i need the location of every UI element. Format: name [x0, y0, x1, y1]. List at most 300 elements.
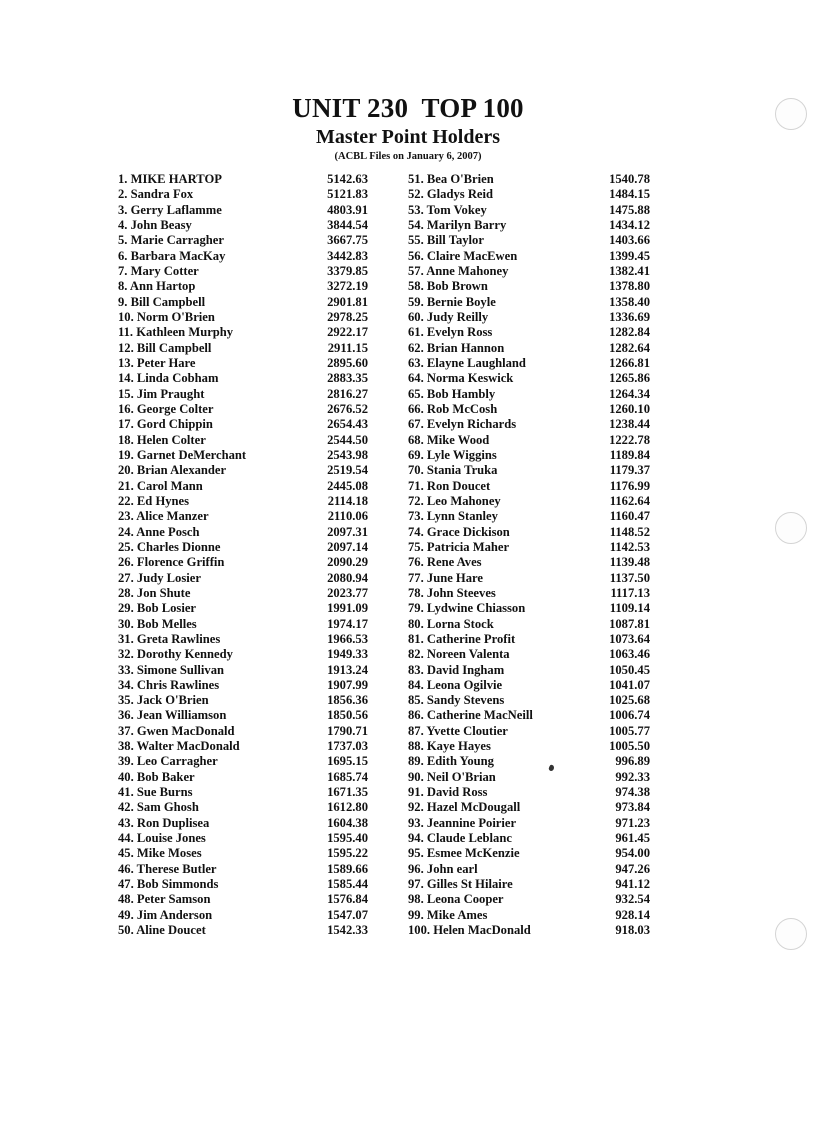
list-item [118, 632, 368, 647]
player-name: 18. Helen Colter [118, 432, 206, 447]
master-points: 1949.33 [327, 647, 368, 662]
player-name: 91. David Ross [408, 785, 488, 800]
master-points: 1137.50 [609, 570, 650, 585]
master-points: 1595.22 [327, 846, 368, 861]
player-name: 17. Gord Chippin [118, 417, 213, 432]
player-name: 74. Grace Dickison [408, 524, 510, 539]
master-points: 5121.83 [327, 187, 368, 202]
master-points: 3379.85 [327, 263, 368, 278]
player-name: 36. Jean Williamson [118, 708, 227, 723]
master-points: 3844.54 [327, 217, 368, 232]
player-name: 5. Marie Carragher [118, 233, 224, 248]
player-name: 46. Therese Butler [118, 861, 217, 876]
list-item [408, 279, 650, 294]
player-name: 59. Bernie Boyle [408, 294, 496, 309]
list-item [408, 739, 650, 754]
master-points: 2097.14 [327, 539, 368, 554]
list-item [118, 754, 368, 769]
master-points: 1685.74 [327, 769, 368, 784]
list-item [118, 739, 368, 754]
list-item [118, 233, 368, 248]
player-name: 14. Linda Cobham [118, 371, 219, 386]
master-points: 1974.17 [327, 616, 368, 631]
list-item [408, 800, 650, 815]
master-points: 1176.99 [609, 478, 650, 493]
player-name: 83. David Ingham [408, 662, 505, 677]
list-item [118, 571, 368, 586]
master-points: 2676.52 [327, 401, 368, 416]
list-item [118, 218, 368, 233]
player-name: 94. Claude Leblanc [408, 831, 512, 846]
master-points: 971.23 [615, 815, 650, 830]
master-points: 1547.07 [327, 907, 368, 922]
player-name: 63. Elayne Laughland [408, 355, 526, 370]
ranking-list-right [408, 172, 650, 938]
list-item [118, 586, 368, 601]
list-item [118, 617, 368, 632]
player-name: 89. Edith Young [408, 754, 494, 769]
list-item [118, 310, 368, 325]
list-item [408, 724, 650, 739]
player-name: 45. Mike Moses [118, 846, 202, 861]
master-points: 1260.10 [609, 401, 650, 416]
master-points: 1540.78 [609, 172, 650, 186]
player-name: 27. Judy Losier [118, 570, 201, 585]
master-points: 3442.83 [327, 248, 368, 263]
player-name: 31. Greta Rawlines [118, 631, 221, 646]
player-name: 42. Sam Ghosh [118, 800, 199, 815]
list-item [118, 693, 368, 708]
master-points: 954.00 [615, 846, 650, 861]
player-name: 68. Mike Wood [408, 432, 490, 447]
player-name: 99. Mike Ames [408, 907, 488, 922]
list-item [118, 509, 368, 524]
list-item [408, 571, 650, 586]
player-name: 64. Norma Keswick [408, 371, 514, 386]
player-name: 93. Jeannine Poirier [408, 815, 517, 830]
player-name: 77. June Hare [408, 570, 483, 585]
list-item [118, 402, 368, 417]
list-item [408, 601, 650, 616]
player-name: 28. Jon Shute [118, 585, 191, 600]
player-name: 37. Gwen MacDonald [118, 723, 235, 738]
master-points: 2544.50 [327, 432, 368, 447]
list-item [408, 402, 650, 417]
master-points: 973.84 [615, 800, 650, 815]
master-points: 2114.18 [327, 493, 368, 508]
master-points: 2978.25 [327, 309, 368, 324]
list-item [118, 325, 368, 340]
player-name: 87. Yvette Cloutier [408, 723, 508, 738]
player-name: 6. Barbara MacKay [118, 248, 226, 263]
player-name: 40. Bob Baker [118, 769, 195, 784]
master-points: 2519.54 [327, 463, 368, 478]
player-name: 26. Florence Griffin [118, 555, 225, 570]
player-name: 66. Rob McCosh [408, 401, 498, 416]
master-points: 992.33 [615, 769, 650, 784]
document-header [0, 92, 816, 164]
player-name: 1. MIKE HARTOP [118, 172, 222, 186]
master-points: 1382.41 [609, 263, 650, 278]
player-name: 53. Tom Vokey [408, 202, 487, 217]
list-item [408, 463, 650, 478]
player-name: 39. Leo Carragher [118, 754, 218, 769]
master-points: 932.54 [615, 892, 650, 907]
player-name: 15. Jim Praught [118, 386, 205, 401]
master-points: 1576.84 [327, 892, 368, 907]
list-item [408, 586, 650, 601]
list-item [408, 908, 650, 923]
list-item [408, 249, 650, 264]
player-name: 75. Patricia Maher [408, 539, 510, 554]
player-name: 47. Bob Simmonds [118, 877, 219, 892]
list-item [118, 663, 368, 678]
list-item [408, 295, 650, 310]
list-item [118, 785, 368, 800]
master-points: 2901.81 [327, 294, 368, 309]
master-points: 961.45 [615, 831, 650, 846]
player-name: 78. John Steeves [408, 585, 496, 600]
master-points: 2023.77 [327, 585, 368, 600]
list-item [118, 371, 368, 386]
master-points: 2895.60 [327, 355, 368, 370]
list-item [118, 433, 368, 448]
list-item [118, 463, 368, 478]
player-name: 16. George Colter [118, 401, 214, 416]
list-item [118, 172, 368, 187]
list-item [408, 387, 650, 402]
list-item [408, 494, 650, 509]
master-points: 1737.03 [327, 739, 368, 754]
master-points: 1073.64 [609, 631, 650, 646]
player-name: 56. Claire MacEwen [408, 248, 518, 263]
list-item [118, 678, 368, 693]
master-points: 1266.81 [609, 355, 650, 370]
punch-hole-middle [775, 512, 807, 544]
list-item [118, 862, 368, 877]
list-item [408, 663, 650, 678]
player-name: 81. Catherine Profit [408, 631, 516, 646]
list-item [408, 923, 650, 938]
player-name: 12. Bill Campbell [118, 340, 212, 355]
player-name: 48. Peter Samson [118, 892, 211, 907]
list-item [118, 540, 368, 555]
list-item [118, 877, 368, 892]
master-points: 1063.46 [609, 647, 650, 662]
list-item [408, 187, 650, 202]
master-points: 1399.45 [609, 248, 650, 263]
master-points: 2097.31 [327, 524, 368, 539]
master-points: 4803.91 [327, 202, 368, 217]
list-item [408, 877, 650, 892]
master-points: 1282.64 [609, 340, 650, 355]
player-name: 67. Evelyn Richards [408, 417, 517, 432]
player-name: 51. Bea O'Brien [408, 172, 494, 186]
list-item [118, 479, 368, 494]
source-note: (ACBL Files on January 6, 2007) [334, 151, 482, 162]
master-points: 928.14 [615, 907, 650, 922]
list-item [118, 279, 368, 294]
master-points: 3667.75 [327, 233, 368, 248]
player-name: 71. Ron Doucet [408, 478, 491, 493]
master-points: 2654.43 [327, 417, 368, 432]
list-item [408, 525, 650, 540]
master-points: 1671.35 [327, 785, 368, 800]
player-name: 92. Hazel McDougall [408, 800, 521, 815]
player-name: 3. Gerry Laflamme [118, 202, 222, 217]
list-item [118, 264, 368, 279]
master-points: 2445.08 [327, 478, 368, 493]
player-name: 97. Gilles St Hilaire [408, 877, 513, 892]
list-item [408, 785, 650, 800]
master-points: 1991.09 [327, 601, 368, 616]
player-name: 62. Brian Hannon [408, 340, 505, 355]
player-name: 8. Ann Hartop [118, 279, 196, 294]
master-points: 1162.64 [609, 493, 650, 508]
list-item [118, 356, 368, 371]
list-item [118, 555, 368, 570]
player-name: 90. Neil O'Brian [408, 769, 496, 784]
list-item [118, 831, 368, 846]
master-points: 2543.98 [327, 447, 368, 462]
master-points: 5142.63 [327, 172, 368, 186]
list-item [118, 601, 368, 616]
list-item [408, 770, 650, 785]
player-name: 70. Stania Truka [408, 463, 498, 478]
player-name: 30. Bob Melles [118, 616, 197, 631]
player-name: 2. Sandra Fox [118, 187, 194, 202]
master-points: 2922.17 [327, 325, 368, 340]
player-name: 58. Bob Brown [408, 279, 488, 294]
master-points: 1695.15 [327, 754, 368, 769]
master-points: 1160.47 [609, 509, 650, 524]
list-item [118, 341, 368, 356]
list-item [118, 923, 368, 938]
list-item [408, 816, 650, 831]
list-item [408, 846, 650, 861]
list-item [118, 249, 368, 264]
master-points: 1358.40 [609, 294, 650, 309]
master-points: 1238.44 [609, 417, 650, 432]
master-points: 1966.53 [327, 631, 368, 646]
master-points: 1265.86 [609, 371, 650, 386]
player-name: 76. Rene Aves [408, 555, 482, 570]
player-name: 38. Walter MacDonald [118, 739, 240, 754]
master-points: 1604.38 [327, 815, 368, 830]
punch-hole-bottom [775, 918, 807, 950]
player-name: 33. Simone Sullivan [118, 662, 225, 677]
list-item [118, 800, 368, 815]
list-item [118, 892, 368, 907]
list-item [408, 341, 650, 356]
master-points: 1484.15 [609, 187, 650, 202]
list-item [118, 448, 368, 463]
list-item [408, 509, 650, 524]
list-item [118, 417, 368, 432]
player-name: 73. Lynn Stanley [408, 509, 498, 524]
master-points: 1282.84 [609, 325, 650, 340]
master-points: 1148.52 [609, 524, 650, 539]
master-points: 1913.24 [327, 662, 368, 677]
player-name: 60. Judy Reilly [408, 309, 489, 324]
master-points: 1907.99 [327, 677, 368, 692]
page-title: UNIT 230 TOP 100 [292, 93, 524, 123]
page-subtitle: Master Point Holders [315, 126, 501, 148]
list-item [408, 203, 650, 218]
player-name: 22. Ed Hynes [118, 493, 190, 508]
master-points: 918.03 [615, 923, 650, 938]
player-name: 52. Gladys Reid [408, 187, 494, 202]
master-points: 1025.68 [609, 693, 650, 708]
list-item [408, 479, 650, 494]
master-points: 1142.53 [609, 539, 650, 554]
master-points: 1005.77 [609, 723, 650, 738]
player-name: 69. Lyle Wiggins [408, 447, 497, 462]
player-name: 72. Leo Mahoney [408, 493, 501, 508]
player-name: 57. Anne Mahoney [408, 263, 509, 278]
player-name: 88. Kaye Hayes [408, 739, 491, 754]
master-points: 1850.56 [327, 708, 368, 723]
player-name: 44. Louise Jones [118, 831, 206, 846]
master-points: 1542.33 [327, 923, 368, 938]
player-name: 65. Bob Hambly [408, 386, 496, 401]
list-item [408, 862, 650, 877]
list-item [118, 187, 368, 202]
master-points: 1087.81 [609, 616, 650, 631]
master-points: 1403.66 [609, 233, 650, 248]
master-points: 1378.80 [609, 279, 650, 294]
list-item [408, 831, 650, 846]
player-name: 34. Chris Rawlines [118, 677, 220, 692]
master-points: 1264.34 [609, 386, 650, 401]
list-item [408, 433, 650, 448]
list-item [118, 708, 368, 723]
player-name: 4. John Beasy [118, 217, 192, 232]
player-name: 20. Brian Alexander [118, 463, 227, 478]
player-name: 100. Helen MacDonald [408, 923, 531, 938]
master-points: 3272.19 [327, 279, 368, 294]
master-points: 1117.13 [610, 585, 650, 600]
player-name: 86. Catherine MacNeill [408, 708, 533, 723]
ranking-list-left [118, 172, 368, 938]
list-item [408, 678, 650, 693]
master-points: 1189.84 [609, 447, 650, 462]
master-points: 1585.44 [327, 877, 368, 892]
player-name: 95. Esmee McKenzie [408, 846, 520, 861]
player-name: 55. Bill Taylor [408, 233, 484, 248]
list-item [408, 693, 650, 708]
master-points: 1179.37 [609, 463, 650, 478]
list-item [408, 233, 650, 248]
player-name: 49. Jim Anderson [118, 907, 213, 922]
master-points: 974.38 [615, 785, 650, 800]
list-item [408, 892, 650, 907]
player-name: 50. Aline Doucet [118, 923, 206, 938]
master-points: 1612.80 [327, 800, 368, 815]
master-points: 1109.14 [609, 601, 650, 616]
player-name: 41. Sue Burns [118, 785, 193, 800]
list-item [408, 647, 650, 662]
list-item [408, 172, 650, 187]
player-name: 19. Garnet DeMerchant [118, 447, 247, 462]
list-item [408, 555, 650, 570]
player-name: 32. Dorothy Kennedy [118, 647, 233, 662]
master-points: 2911.15 [327, 340, 368, 355]
master-points: 1139.48 [609, 555, 650, 570]
master-points: 1856.36 [327, 693, 368, 708]
player-name: 7. Mary Cotter [118, 263, 199, 278]
player-name: 61. Evelyn Ross [408, 325, 493, 340]
player-name: 82. Noreen Valenta [408, 647, 510, 662]
list-item [118, 724, 368, 739]
list-item [118, 846, 368, 861]
master-points: 2110.06 [327, 509, 368, 524]
player-name: 29. Bob Losier [118, 601, 197, 616]
player-name: 54. Marilyn Barry [408, 217, 507, 232]
master-points: 1336.69 [609, 309, 650, 324]
player-name: 13. Peter Hare [118, 355, 196, 370]
list-item [118, 295, 368, 310]
list-item [118, 525, 368, 540]
player-name: 24. Anne Posch [118, 524, 200, 539]
player-name: 35. Jack O'Brien [118, 693, 209, 708]
player-name: 21. Carol Mann [118, 478, 203, 493]
master-points: 1595.40 [327, 831, 368, 846]
list-item [408, 218, 650, 233]
player-name: 98. Leona Cooper [408, 892, 504, 907]
master-points: 996.89 [615, 754, 650, 769]
master-points: 1790.71 [327, 723, 368, 738]
player-name: 79. Lydwine Chiasson [408, 601, 526, 616]
player-name: 10. Norm O'Brien [118, 309, 215, 324]
master-points: 947.26 [615, 861, 650, 876]
list-item [408, 417, 650, 432]
list-item [118, 203, 368, 218]
list-item [408, 754, 650, 769]
player-name: 85. Sandy Stevens [408, 693, 505, 708]
list-item [118, 387, 368, 402]
master-points: 1005.50 [609, 739, 650, 754]
list-item [118, 494, 368, 509]
master-points: 941.12 [615, 877, 650, 892]
player-name: 25. Charles Dionne [118, 539, 221, 554]
master-points: 1041.07 [609, 677, 650, 692]
list-item [118, 770, 368, 785]
master-points: 1006.74 [609, 708, 650, 723]
player-name: 9. Bill Campbell [118, 294, 206, 309]
list-item [408, 356, 650, 371]
list-item [118, 647, 368, 662]
master-points: 2090.29 [327, 555, 368, 570]
master-points: 1434.12 [609, 217, 650, 232]
master-points: 2883.35 [327, 371, 368, 386]
master-points: 1050.45 [609, 662, 650, 677]
player-name: 84. Leona Ogilvie [408, 677, 503, 692]
master-points: 2816.27 [327, 386, 368, 401]
list-item [408, 371, 650, 386]
list-item [408, 708, 650, 723]
master-points: 1222.78 [609, 432, 650, 447]
player-name: 23. Alice Manzer [118, 509, 209, 524]
list-item [408, 310, 650, 325]
list-item [408, 617, 650, 632]
list-item [408, 448, 650, 463]
list-item [408, 264, 650, 279]
list-item [408, 325, 650, 340]
list-item [408, 540, 650, 555]
player-name: 80. Lorna Stock [408, 616, 494, 631]
player-name: 96. John earl [408, 861, 478, 876]
